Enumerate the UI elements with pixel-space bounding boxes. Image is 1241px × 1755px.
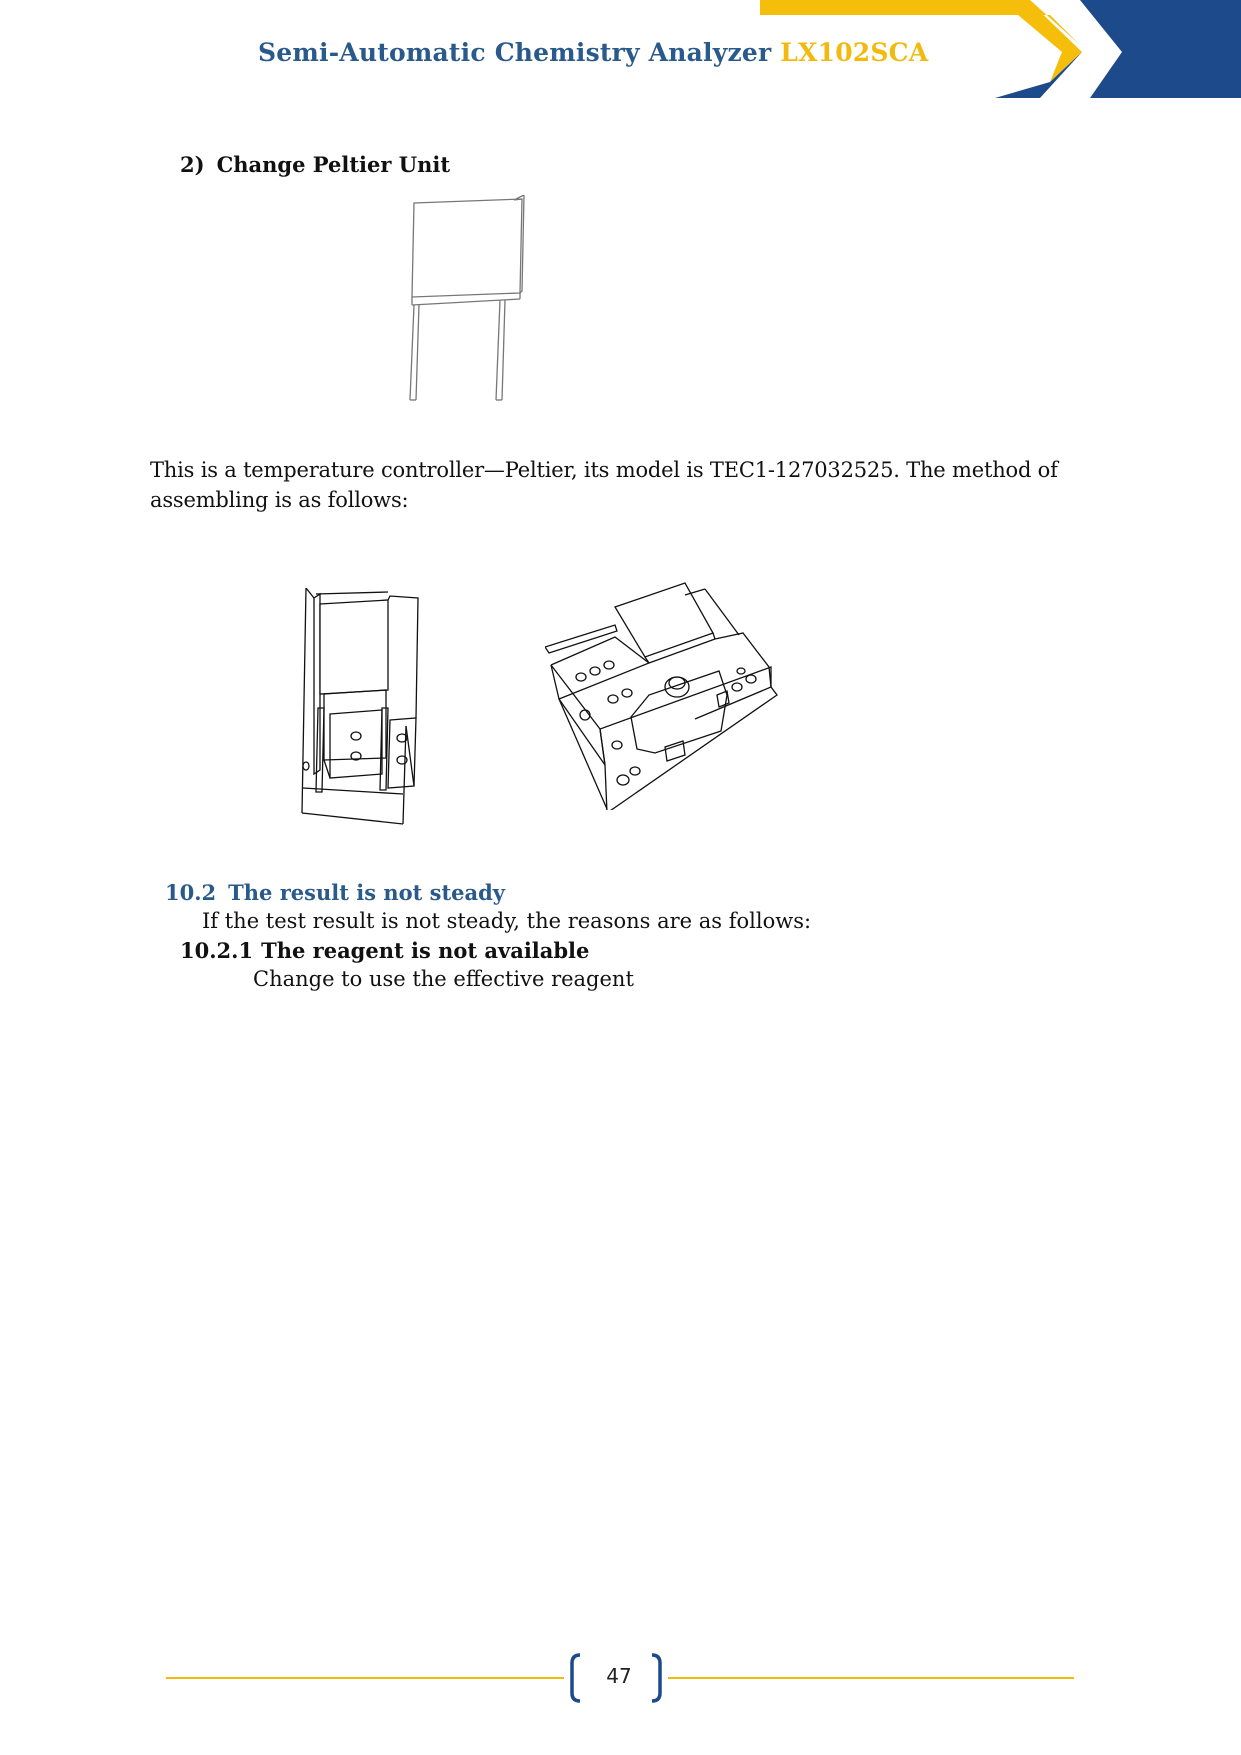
section-intro: If the test result is not steady, the reasons are as follows: — [202, 909, 812, 933]
step-number: 2) — [180, 152, 205, 177]
section-number: 10.2 — [165, 880, 217, 905]
header-brand: Semi-Automatic Chemistry Analyzer — [258, 38, 772, 67]
header-model: LX102SCA — [780, 38, 929, 67]
description-paragraph: This is a temperature controller—Peltier, its model is TEC1-127032525. The method of assembling is as follows: — [150, 458, 1058, 512]
page-number: 47 — [606, 1664, 632, 1688]
header-decoration — [750, 0, 1241, 98]
footer-line-right — [668, 1677, 1074, 1679]
assembly-figure-isometric — [545, 575, 810, 810]
subsection-text: Change to use the effective reagent — [253, 967, 634, 991]
step-heading — [180, 152, 450, 177]
section-heading — [165, 880, 505, 905]
assembly-figure-front — [298, 588, 438, 828]
section-title: The result is not steady — [228, 880, 506, 905]
step-title: Change Peltier Unit — [216, 152, 451, 177]
footer-line-left — [166, 1677, 564, 1679]
footer-bracket-right — [650, 1653, 664, 1703]
subsection-title: The reagent is not available — [261, 938, 590, 963]
subsection-heading — [180, 938, 589, 963]
peltier-unit-figure — [400, 195, 530, 407]
footer-bracket-left — [568, 1653, 582, 1703]
subsection-number: 10.2.1 — [180, 938, 254, 963]
